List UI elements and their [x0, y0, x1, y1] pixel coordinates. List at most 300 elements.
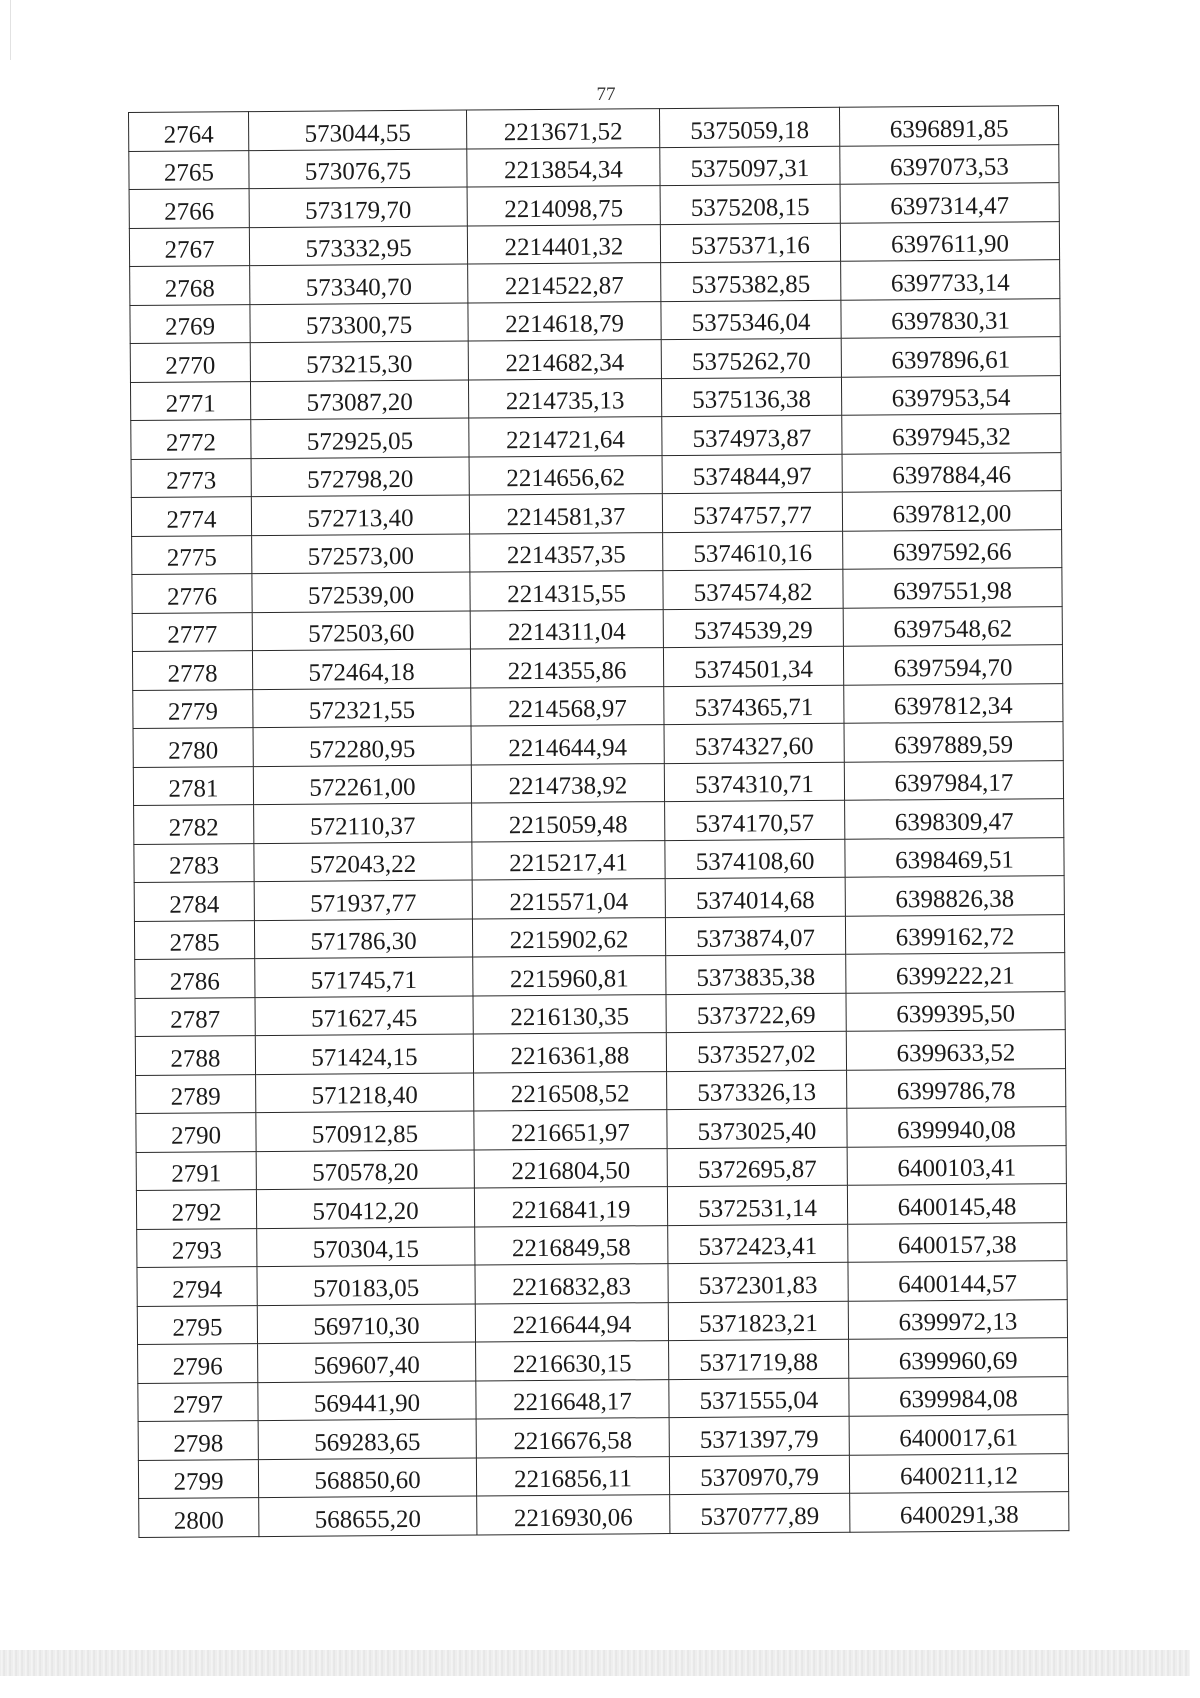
- cell-text: 5371823,21: [698, 1309, 818, 1338]
- cell-text: 2214656,62: [506, 464, 626, 493]
- cell-text: 6397594,70: [893, 654, 1013, 682]
- coord-y2-cell: [846, 1030, 1065, 1070]
- table-row: [135, 991, 1065, 1036]
- cell-text: 2798: [173, 1429, 224, 1458]
- cell-text: 6397812,00: [892, 500, 1012, 528]
- point-number-cell: [136, 1151, 256, 1190]
- coord-y-cell: [474, 1187, 667, 1227]
- coord-y2-cell: [849, 1415, 1068, 1455]
- cell-text: 2784: [169, 890, 220, 919]
- coord-x-cell: [250, 303, 468, 343]
- table-row: [129, 221, 1059, 266]
- cell-text: 6398309,47: [894, 808, 1014, 836]
- cell-text: 2765: [163, 159, 215, 187]
- point-number-cell: [137, 1305, 257, 1344]
- cell-text: 6397812,34: [893, 692, 1013, 721]
- coord-x-cell: [249, 110, 467, 150]
- coord-x2-cell: [669, 1416, 849, 1456]
- coord-x-cell: [252, 649, 470, 689]
- coordinates-table: [128, 105, 1069, 1537]
- coord-y2-cell: [849, 1376, 1068, 1416]
- cell-text: 569710,30: [313, 1312, 420, 1341]
- table-row: [131, 452, 1061, 497]
- coord-x-cell: [252, 611, 470, 651]
- coord-y-cell: [470, 532, 663, 572]
- table-row: [129, 144, 1059, 189]
- cell-text: 2214618,79: [505, 310, 625, 339]
- cell-text: 6399972,13: [898, 1308, 1018, 1337]
- coordinates-table-body: [129, 106, 1069, 1537]
- table-row: [130, 298, 1060, 343]
- coord-x2-cell: [669, 1339, 849, 1379]
- coord-x-cell: [249, 226, 467, 266]
- cell-text: 6397896,61: [891, 346, 1011, 374]
- table-row: [136, 1107, 1066, 1152]
- coord-x2-cell: [663, 646, 843, 686]
- point-number-cell: [129, 150, 249, 189]
- table-row: [132, 645, 1062, 690]
- cell-text: 5371397,79: [699, 1425, 819, 1454]
- table-row: [134, 876, 1064, 921]
- cell-text: 5374108,60: [695, 847, 815, 876]
- cell-text: 5375059,18: [690, 116, 810, 145]
- cell-text: 2769: [164, 313, 216, 341]
- cell-text: 5373326,13: [697, 1078, 817, 1107]
- cell-text: 2777: [167, 621, 218, 649]
- coord-y2-cell: [847, 1184, 1066, 1224]
- coord-x-cell: [250, 380, 468, 420]
- coord-y2-cell: [843, 606, 1062, 646]
- point-number-cell: [129, 112, 249, 151]
- table-row: [129, 183, 1059, 228]
- cell-text: 6396891,85: [889, 115, 1009, 143]
- coord-y-cell: [467, 186, 660, 226]
- table-row: [138, 1453, 1068, 1498]
- point-number-cell: [133, 689, 253, 728]
- coord-y2-cell: [841, 337, 1060, 377]
- cell-text: 5371719,88: [699, 1348, 819, 1377]
- coord-x-cell: [252, 572, 470, 612]
- cell-text: 5373025,40: [697, 1117, 817, 1146]
- cell-text: 6397889,59: [894, 731, 1014, 759]
- cell-text: 5375136,38: [692, 386, 812, 414]
- point-number-cell: [131, 458, 251, 497]
- coord-x2-cell: [661, 261, 841, 301]
- cell-text: 5375382,85: [691, 270, 811, 299]
- cell-text: 571218,40: [311, 1081, 418, 1110]
- cell-text: 2214644,94: [508, 733, 628, 762]
- coord-x-cell: [254, 841, 472, 881]
- coord-y2-cell: [845, 914, 1064, 954]
- coord-x2-cell: [662, 454, 842, 494]
- coord-x-cell: [256, 1072, 474, 1112]
- coord-y-cell: [475, 1264, 668, 1304]
- coord-y2-cell: [849, 1453, 1068, 1493]
- coord-x2-cell: [665, 916, 845, 956]
- table-row: [134, 799, 1064, 844]
- coord-x2-cell: [659, 107, 839, 147]
- coord-y2-cell: [843, 529, 1062, 569]
- cell-text: 6398826,38: [895, 885, 1015, 913]
- cell-text: 2216676,58: [513, 1426, 633, 1455]
- point-number-cell: [130, 343, 250, 382]
- cell-text: 5375208,15: [690, 193, 810, 222]
- coord-y-cell: [476, 1379, 669, 1419]
- point-number-cell: [130, 266, 250, 305]
- coord-x2-cell: [660, 146, 840, 186]
- table-row: [132, 568, 1062, 613]
- point-number-cell: [132, 612, 252, 651]
- table-row: [136, 1184, 1066, 1229]
- coord-x2-cell: [663, 569, 843, 609]
- coord-x-cell: [258, 1457, 476, 1497]
- cell-text: 6397953,54: [891, 384, 1011, 413]
- cell-text: 2799: [173, 1468, 224, 1496]
- cell-text: 6399940,08: [897, 1116, 1016, 1144]
- coord-y2-cell: [845, 837, 1064, 877]
- cell-text: 6400017,61: [899, 1424, 1019, 1452]
- coord-x2-cell: [661, 377, 841, 417]
- table-row: [138, 1376, 1068, 1421]
- coord-y2-cell: [843, 568, 1062, 608]
- cell-text: 5374365,71: [694, 693, 814, 722]
- cell-text: 2216856,11: [514, 1465, 633, 1494]
- cell-text: 570912,85: [311, 1120, 419, 1149]
- point-number-cell: [132, 574, 252, 613]
- cell-text: 6399984,08: [898, 1385, 1018, 1414]
- coord-y-cell: [474, 1148, 667, 1188]
- coord-y2-cell: [844, 760, 1063, 800]
- cell-text: 2794: [172, 1275, 223, 1304]
- coord-x-cell: [250, 264, 468, 304]
- cell-text: 572261,00: [309, 773, 416, 802]
- cell-text: 5374844,97: [692, 462, 812, 491]
- cell-text: 6397733,14: [890, 269, 1010, 297]
- coord-y-cell: [466, 109, 659, 149]
- coord-y2-cell: [839, 106, 1058, 146]
- coord-y-cell: [472, 840, 665, 880]
- coord-y2-cell: [847, 1145, 1066, 1185]
- coord-y-cell: [472, 917, 665, 957]
- cell-text: 5370970,79: [700, 1463, 820, 1492]
- cell-text: 6399633,52: [896, 1039, 1016, 1067]
- cell-text: 569607,40: [313, 1351, 420, 1380]
- point-number-cell: [135, 959, 255, 998]
- cell-text: 2781: [168, 775, 219, 803]
- coord-y2-cell: [842, 491, 1061, 531]
- coord-x2-cell: [664, 685, 844, 725]
- coord-y2-cell: [849, 1338, 1068, 1378]
- point-number-cell: [135, 997, 255, 1036]
- cell-text: 6399960,69: [898, 1347, 1018, 1375]
- point-number-cell: [130, 304, 250, 343]
- cell-text: 571424,15: [311, 1043, 418, 1072]
- cell-text: 2770: [165, 351, 216, 380]
- cell-text: 572798,20: [306, 465, 414, 494]
- cell-text: 5371555,04: [699, 1386, 819, 1415]
- coord-y-cell: [470, 648, 663, 688]
- cell-text: 570412,20: [312, 1197, 419, 1226]
- point-number-cell: [138, 1459, 258, 1498]
- coord-y-cell: [471, 686, 664, 726]
- coord-x2-cell: [667, 1070, 847, 1110]
- cell-text: 6397548,62: [893, 615, 1013, 644]
- coord-x2-cell: [667, 1185, 847, 1225]
- table-row: [132, 529, 1062, 574]
- cell-text: 6397073,53: [889, 153, 1009, 182]
- coord-x2-cell: [670, 1493, 850, 1533]
- cell-text: 5374170,57: [695, 809, 815, 838]
- cell-text: 569441,90: [313, 1389, 421, 1418]
- cell-text: 2780: [168, 736, 219, 765]
- table-row: [131, 491, 1061, 536]
- cell-text: 5373874,07: [696, 924, 816, 953]
- coord-x2-cell: [666, 993, 846, 1033]
- cell-text: 573215,30: [306, 350, 413, 379]
- cell-text: 569283,65: [314, 1428, 421, 1457]
- cell-text: 2216508,52: [510, 1080, 630, 1109]
- coord-y2-cell: [842, 414, 1061, 454]
- table-row: [129, 106, 1059, 151]
- point-number-cell: [137, 1267, 257, 1306]
- coord-x-cell: [258, 1342, 476, 1382]
- cell-text: 6397314,47: [890, 192, 1010, 220]
- coord-x-cell: [254, 880, 472, 920]
- cell-text: 5373527,02: [696, 1040, 816, 1069]
- coord-x2-cell: [666, 954, 846, 994]
- cell-text: 5375346,04: [691, 309, 811, 337]
- cell-text: 6397945,32: [891, 423, 1011, 451]
- coord-x-cell: [255, 957, 473, 997]
- coord-y-cell: [476, 1341, 669, 1381]
- cell-text: 572043,22: [309, 850, 417, 879]
- coord-y2-cell: [844, 722, 1063, 762]
- coord-x2-cell: [669, 1378, 849, 1418]
- cell-text: 6399162,72: [895, 923, 1015, 952]
- coord-y2-cell: [847, 1107, 1066, 1147]
- coord-x2-cell: [665, 839, 845, 879]
- cell-text: 2216648,17: [512, 1388, 632, 1417]
- cell-text: 2216130,35: [510, 1003, 630, 1032]
- coord-x2-cell: [669, 1455, 849, 1495]
- cell-text: 571627,45: [310, 1004, 418, 1033]
- cell-text: 2216804,50: [511, 1157, 631, 1186]
- cell-text: 570578,20: [312, 1158, 419, 1187]
- point-number-cell: [137, 1228, 257, 1267]
- point-number-cell: [131, 497, 251, 536]
- coord-x2-cell: [662, 415, 842, 455]
- cell-text: 6400291,38: [899, 1501, 1019, 1529]
- coord-x-cell: [257, 1265, 475, 1305]
- table-row: [132, 606, 1062, 651]
- coord-x2-cell: [661, 338, 841, 378]
- cell-text: 572464,18: [308, 658, 415, 687]
- cell-text: 572280,95: [308, 735, 416, 764]
- point-number-cell: [133, 728, 253, 767]
- cell-text: 2774: [166, 505, 217, 534]
- cell-text: 570304,15: [312, 1235, 420, 1264]
- table-row: [137, 1261, 1067, 1306]
- cell-text: 2773: [166, 467, 217, 495]
- cell-text: 2216841,19: [511, 1195, 631, 1224]
- cell-text: 5370777,89: [700, 1502, 820, 1531]
- cell-text: 6397984,17: [894, 769, 1014, 798]
- cell-text: 571937,77: [310, 889, 417, 918]
- cell-text: 6399395,50: [896, 1000, 1016, 1029]
- table-row: [133, 683, 1063, 728]
- coord-x-cell: [255, 995, 473, 1035]
- coord-x-cell: [253, 688, 471, 728]
- cell-text: 2214522,87: [504, 271, 624, 300]
- cell-text: 2789: [170, 1083, 221, 1111]
- cell-text: 572573,00: [307, 542, 414, 571]
- table-row: [139, 1492, 1069, 1537]
- coord-x-cell: [251, 418, 469, 458]
- cell-text: 5372301,83: [698, 1271, 818, 1300]
- table-row: [130, 375, 1060, 420]
- cell-text: 5375371,16: [691, 232, 810, 260]
- cell-text: 2216644,94: [512, 1311, 632, 1340]
- cell-text: 573179,70: [305, 196, 412, 225]
- cell-text: 2216930,06: [513, 1503, 633, 1532]
- cell-text: 2214735,13: [505, 387, 625, 416]
- cell-text: 2793: [171, 1237, 222, 1265]
- cell-text: 5374574,82: [693, 578, 813, 607]
- coord-y-cell: [475, 1302, 668, 1342]
- point-number-cell: [138, 1421, 258, 1460]
- cell-text: 6399786,78: [896, 1077, 1016, 1106]
- coord-x-cell: [253, 726, 471, 766]
- page-number: 77: [596, 84, 616, 105]
- cell-text: 5372423,41: [698, 1232, 818, 1261]
- coord-y2-cell: [847, 1068, 1066, 1108]
- cell-text: 2214315,55: [507, 579, 627, 608]
- coord-x-cell: [253, 765, 471, 805]
- cell-text: 5373835,38: [696, 963, 816, 992]
- table-row: [134, 914, 1064, 959]
- point-number-cell: [138, 1344, 258, 1383]
- coord-y-cell: [471, 725, 664, 765]
- cell-text: 2791: [171, 1160, 222, 1188]
- cell-text: 5374327,60: [694, 732, 814, 761]
- cell-text: 2771: [165, 390, 216, 418]
- point-number-cell: [135, 1036, 255, 1075]
- cell-text: 568850,60: [314, 1466, 421, 1495]
- scan-edge-mark: [10, 0, 11, 60]
- cell-text: 6398469,51: [895, 846, 1014, 875]
- coord-x2-cell: [668, 1262, 848, 1302]
- cell-text: 572503,60: [308, 619, 415, 648]
- point-number-cell: [136, 1113, 256, 1152]
- cell-text: 573300,75: [305, 311, 413, 340]
- coord-x2-cell: [668, 1301, 848, 1341]
- cell-text: 2214568,97: [507, 695, 627, 724]
- cell-text: 6397611,90: [890, 230, 1009, 259]
- cell-text: 573332,95: [305, 234, 412, 263]
- coord-y-cell: [469, 417, 662, 457]
- cell-text: 2792: [171, 1198, 222, 1227]
- coord-x2-cell: [665, 877, 845, 917]
- cell-text: 2214355,86: [507, 656, 627, 685]
- point-number-cell: [134, 843, 254, 882]
- point-number-cell: [132, 535, 252, 574]
- coord-x2-cell: [663, 531, 843, 571]
- cell-text: 6397551,98: [893, 577, 1013, 605]
- coord-x2-cell: [668, 1224, 848, 1264]
- cell-text: 6397830,31: [891, 307, 1011, 336]
- cell-text: 2800: [173, 1506, 224, 1535]
- point-number-cell: [133, 766, 253, 805]
- coord-y2-cell: [840, 221, 1059, 261]
- coord-y-cell: [468, 340, 661, 380]
- cell-text: 573044,55: [304, 119, 411, 148]
- coord-y-cell: [477, 1495, 670, 1535]
- coord-y-cell: [472, 879, 665, 919]
- cell-text: 571745,71: [310, 966, 418, 995]
- cell-text: 2215902,62: [509, 926, 629, 955]
- table-row: [133, 722, 1063, 767]
- coord-x-cell: [254, 918, 472, 958]
- cell-text: 573340,70: [305, 273, 413, 302]
- coord-x-cell: [256, 1111, 474, 1151]
- cell-text: 2782: [168, 813, 219, 842]
- table-row: [136, 1068, 1066, 1113]
- coord-x-cell: [258, 1419, 476, 1459]
- coord-x2-cell: [664, 762, 844, 802]
- cell-text: 2778: [167, 659, 218, 688]
- cell-text: 2766: [164, 197, 215, 226]
- coord-x-cell: [252, 534, 470, 574]
- point-number-cell: [132, 651, 252, 690]
- cell-text: 2214098,75: [504, 194, 624, 223]
- cell-text: 572321,55: [308, 696, 416, 725]
- coord-y-cell: [470, 609, 663, 649]
- coord-x2-cell: [667, 1108, 847, 1148]
- cell-text: 2216849,58: [511, 1234, 631, 1263]
- coord-x-cell: [250, 341, 468, 381]
- cell-text: 2213854,34: [503, 156, 623, 185]
- cell-text: 2214311,04: [507, 618, 626, 647]
- coord-y-cell: [473, 1033, 666, 1073]
- point-number-cell: [130, 381, 250, 420]
- cell-text: 2214682,34: [505, 348, 625, 377]
- cell-text: 5374501,34: [694, 655, 814, 684]
- coord-x-cell: [251, 457, 469, 497]
- coord-y2-cell: [848, 1299, 1067, 1339]
- table-row: [135, 953, 1065, 998]
- cell-text: 2785: [169, 929, 220, 957]
- coord-y-cell: [474, 1071, 667, 1111]
- coord-x2-cell: [664, 723, 844, 763]
- table-row: [130, 260, 1060, 305]
- point-number-cell: [139, 1498, 259, 1537]
- cell-text: 2215217,41: [509, 849, 628, 878]
- scanner-noise-strip: [0, 1650, 1190, 1676]
- coord-x2-cell: [663, 608, 843, 648]
- cell-text: 2772: [165, 428, 217, 457]
- cell-text: 2215059,48: [508, 810, 628, 839]
- coord-x-cell: [254, 803, 472, 843]
- coord-y-cell: [471, 763, 664, 803]
- cell-text: 572110,37: [309, 812, 416, 841]
- coord-y-cell: [468, 263, 661, 303]
- coord-y2-cell: [848, 1222, 1067, 1262]
- cell-text: 6400211,12: [900, 1462, 1019, 1491]
- coord-y-cell: [474, 1110, 667, 1150]
- coord-y-cell: [469, 455, 662, 495]
- coord-x-cell: [256, 1188, 474, 1228]
- coord-x-cell: [256, 1149, 474, 1189]
